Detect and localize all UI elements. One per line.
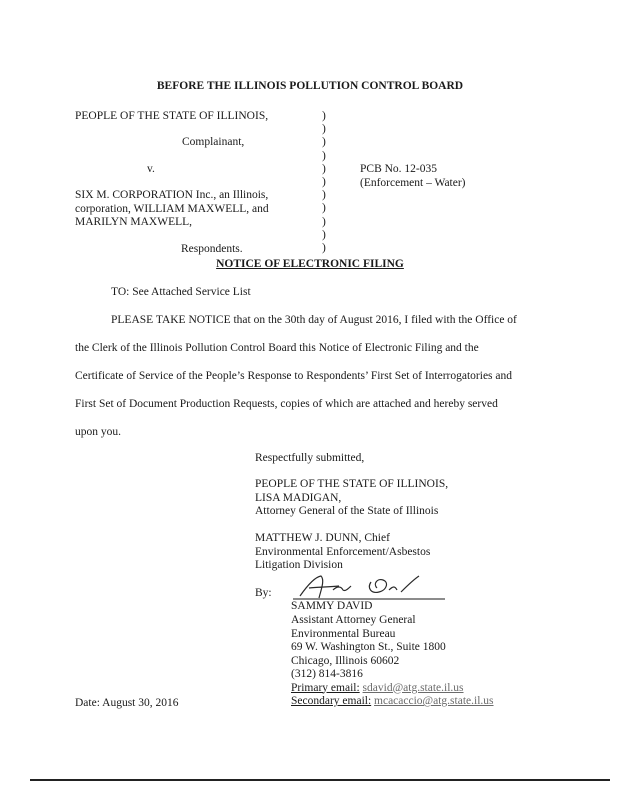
contact-line: Chicago, Illinois 60602 [291, 654, 400, 667]
signature-line: MATTHEW J. DUNN, Chief [255, 532, 390, 544]
secondary-email-row [291, 695, 494, 709]
contact-block [291, 614, 494, 709]
respondent-line: corporation, WILLIAM MAXWELL, and [75, 202, 269, 215]
respondent-names [75, 189, 269, 230]
body-line: Certificate of Service of the People’s Response to Respondents’ First Set of Interrogatories and [75, 370, 512, 382]
respondent-role: Respondents. [181, 243, 243, 255]
bracket: ) [322, 162, 326, 175]
case-number: PCB No. 12-035 [360, 163, 437, 175]
bracket: ) [322, 110, 326, 122]
body-line: First Set of Document Production Requests, copies of which are attached and hereby served [75, 398, 498, 410]
complainant-role: Complainant, [182, 136, 245, 148]
signature-line: Environmental Enforcement/Asbestos [255, 545, 431, 558]
contact-line: 69 W. Washington St., Suite 1800 [291, 641, 446, 653]
signature-line: PEOPLE OF THE STATE OF ILLINOIS, [255, 478, 449, 490]
bracket: ) [322, 136, 326, 149]
bracket: ) [322, 242, 326, 255]
signature-line: LISA MADIGAN, [255, 491, 342, 504]
case-type: (Enforcement – Water) [360, 177, 466, 189]
signature-block-ag [255, 478, 448, 519]
secondary-email-link[interactable]: mcacaccio@atg.state.il.us [374, 695, 494, 707]
handwritten-signature [285, 572, 450, 602]
bracket: ) [322, 123, 326, 136]
by-label: By: [255, 587, 272, 599]
bracket: ) [322, 149, 326, 162]
bracket: ) [322, 202, 326, 215]
signature-block-division [255, 532, 430, 573]
footer-rule [30, 779, 610, 781]
bracket: ) [322, 189, 326, 202]
to-line: TO: See Attached Service List [111, 286, 251, 298]
signature-line: Litigation Division [255, 559, 343, 571]
primary-email-link[interactable]: sdavid@atg.state.il.us [362, 681, 464, 694]
notice-title: NOTICE OF ELECTRONIC FILING [216, 258, 404, 270]
body-line: upon you. [75, 426, 121, 438]
primary-email-label: Primary email: [291, 681, 360, 694]
closing: Respectfully submitted, [255, 452, 365, 464]
respondent-line: MARILYN MAXWELL, [75, 216, 193, 228]
versus-label: v. [147, 163, 155, 175]
contact-line: Environmental Bureau [291, 627, 396, 640]
caption-brackets [322, 110, 326, 255]
document-heading: BEFORE THE ILLINOIS POLLUTION CONTROL BOARD [156, 80, 464, 92]
contact-line: Assistant Attorney General [291, 614, 416, 626]
complainant-name: PEOPLE OF THE STATE OF ILLINOIS, [75, 110, 269, 122]
signature-line: Attorney General of the State of Illinois [255, 505, 439, 517]
body-line: PLEASE TAKE NOTICE that on the 30th day of August 2016, I filed with the Office of [111, 314, 517, 326]
body-line: the Clerk of the Illinois Pollution Control Board this Notice of Electronic Filing and the [75, 342, 479, 354]
date-line: Date: August 30, 2016 [75, 697, 179, 709]
respondent-line: SIX M. CORPORATION Inc., an Illinois, [75, 189, 269, 201]
bracket: ) [322, 215, 326, 228]
attorney-name: SAMMY DAVID [291, 600, 373, 612]
primary-email-row [291, 682, 494, 696]
bracket: ) [322, 228, 326, 241]
bracket: ) [322, 176, 326, 189]
secondary-email-label: Secondary email: [291, 695, 372, 707]
contact-line: (312) 814-3816 [291, 668, 363, 680]
